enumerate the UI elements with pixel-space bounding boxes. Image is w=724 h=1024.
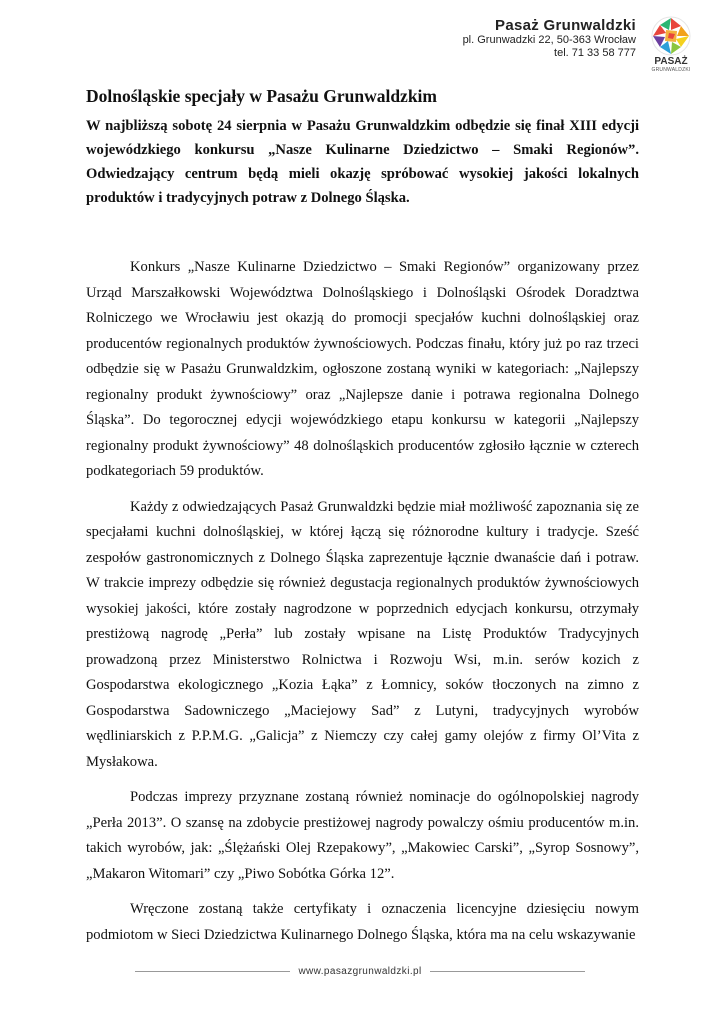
letterhead-contact (463, 16, 636, 60)
article-paragraph: Wręczone zostaną także certyfikaty i oznaczenia licencyjne dziesięciu nowym podmiotom w Sieci Dziedzictwa Kulinarnego Dolnego Śląska, która ma na celu wskazywanie (86, 901, 639, 943)
logo-wordmark: PASAŻ (654, 56, 688, 67)
article-headline: Dolnośląskie specjały w Pasażu Grunwaldzkim (86, 86, 437, 106)
article-lead: W najbliższą sobotę 24 sierpnia w Pasażu Grunwaldzkim odbędzie się finał XIII edycji wojewódzkiego konkursu „Nasze Kulinarne Dziedzictwo – Smaki Regionów”. Odwiedzający centrum będą mieli okazję spróbować wysokiej jakości lokalnych produktów i tradycyjnych potraw z Dolnego Śląska. (86, 118, 639, 206)
pasaz-logo-icon (651, 16, 691, 56)
logo-subtitle: GRUNWALDZKI (651, 67, 691, 73)
article-paragraph: Każdy z odwiedzających Pasaż Grunwaldzki będzie miał możliwość zapoznania się ze specjałami kuchni dolnośląskiej, w której łączą się różnorodne kultury i tradycje. Sześć zespołów gastronomicznych z Dolnego Śląska zaprezentuje łącznie dwanaście dań i potraw. W trakcie imprezy odbędzie się również degustacja regionalnych produktów żywnościowych wysokiej jakości, które zostały nagrodzone w poprzednich edycjach konkursu, otrzymały prestiżową nagrodę „Perła” lub zostały wpisane na Listę Produktów Tradycyjnych prowadzoną przez Ministerstwo Rolnictwa i Rozwoju Wsi, m.in. serów kozich z Gospodarstwa ekologicznego „Kozia Łąka” z Łomnicy, soków tłoczonych na zimno z Gospodarstwa Sadowniczego „Maciejowy Sad” z Lutyni, tradycyjnych wyrobów wędliniarskich z P.P.M.G. „Galicja” z Niemczy czy całej gamy olejów z firmy Ol’Vita z Mysłakowa. (86, 498, 639, 770)
page-footer (135, 966, 585, 977)
company-name: Pasaż Grunwaldzki (495, 17, 636, 34)
letterhead (463, 16, 696, 76)
footer-website-link[interactable]: www.pasazgrunwaldzki.pl (298, 966, 422, 977)
pasaz-logo (646, 16, 696, 76)
footer-rule-left (135, 971, 290, 972)
article-paragraph: Podczas imprezy przyznane zostaną również nominacje do ogólnopolskiej nagrody „Perła 2013”. O szansę na zdobycie prestiżowej nagrody powalczy ośmiu producentów m.in. takich wyrobów, jak: „Ślężański Olej Rzepakowy”, „Makowiec Carski”, „Syrop Sosnowy”, „Makaron Witomari” czy „Piwo Sobótka Górka 12”. (86, 789, 639, 882)
article-body (86, 255, 639, 958)
article-paragraph: Konkurs „Nasze Kulinarne Dziedzictwo – Smaki Regionów” organizowany przez Urząd Marszałkowski Województwa Dolnośląskiego i Dolnośląski Ośrodek Doradztwa Rolniczego we Wrocławiu jest okazją do promocji specjałów kuchni dolnośląskiej oraz producentów regionalnych produktów żywnościowych. Podczas finału, który już po raz trzeci odbędzie się w Pasażu Grunwaldzkim, ogłoszone zostaną wyniki w kategoriach: „Najlepszy regionalny produkt żywnościowy” oraz „Najlepsze danie i potrawa regionalna Dolnego Śląska”. Do tegorocznej edycji wojewódzkiego etapu konkursu w kategorii „Najlepszy regionalny produkt żywnościowy” 48 dolnośląskich producentów zgłosiło łącznie w czterech podkategoriach 59 produktów. (86, 259, 639, 479)
footer-rule-right (430, 971, 585, 972)
company-phone: tel. 71 33 58 777 (554, 47, 636, 59)
company-address: pl. Grunwadzki 22, 50-363 Wrocław (462, 34, 636, 46)
